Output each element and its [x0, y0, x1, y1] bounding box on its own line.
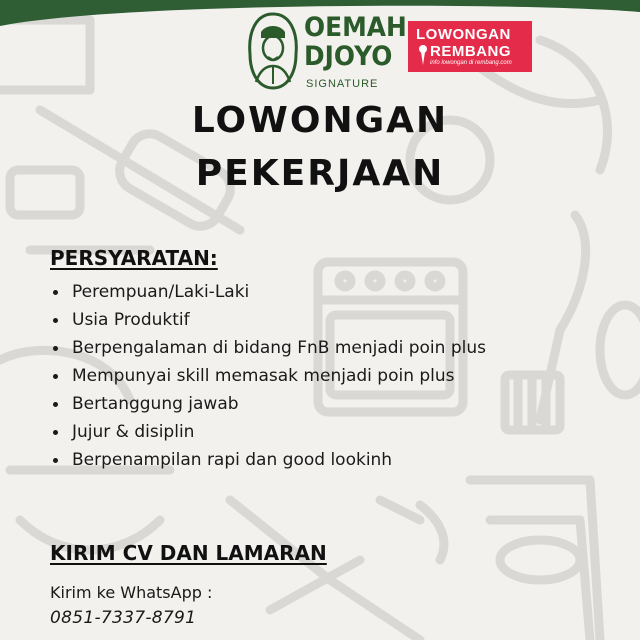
- page-title-line1: LOWONGAN: [191, 100, 449, 141]
- list-item: Berpenampilan rapi dan good lookinh: [50, 446, 486, 474]
- requirements-list: [50, 278, 486, 474]
- list-item: Bertanggung jawab: [50, 390, 486, 418]
- requirements-heading: PERSYARATAN:: [50, 246, 218, 270]
- list-item: Perempuan/Laki-Laki: [50, 278, 486, 306]
- logo-loker-line2: REMBANG: [430, 43, 511, 60]
- logo-text-line1: OEMAH: [304, 12, 407, 43]
- application-heading: KIRIM CV DAN LAMARAN: [50, 541, 327, 565]
- whatsapp-label: Kirim ke WhatsApp :: [50, 583, 213, 602]
- whatsapp-number: 0851-7337-8791: [50, 608, 197, 628]
- lowongan-rembang-logo: [408, 21, 532, 72]
- list-item: Berpengalaman di bidang FnB menjadi poin plus: [50, 334, 486, 362]
- page-title-line2: PEKERJAAN: [195, 153, 445, 194]
- logo-loker-tagline: info lowongan di rembang.com: [430, 60, 512, 66]
- list-item: Jujur & disiplin: [50, 418, 486, 446]
- logo-subtitle: SIGNATURE: [306, 78, 379, 90]
- logo-text-line2: DJOYO: [304, 41, 393, 72]
- list-item: Usia Produktif: [50, 306, 486, 334]
- logo-loker-line1: LOWONGAN: [416, 26, 511, 43]
- location-pin-icon: [418, 44, 428, 66]
- oemah-djoyo-logo: [246, 10, 407, 92]
- chef-portrait-icon: [246, 10, 300, 90]
- list-item: Mempunyai skill memasak menjadi poin plus: [50, 362, 486, 390]
